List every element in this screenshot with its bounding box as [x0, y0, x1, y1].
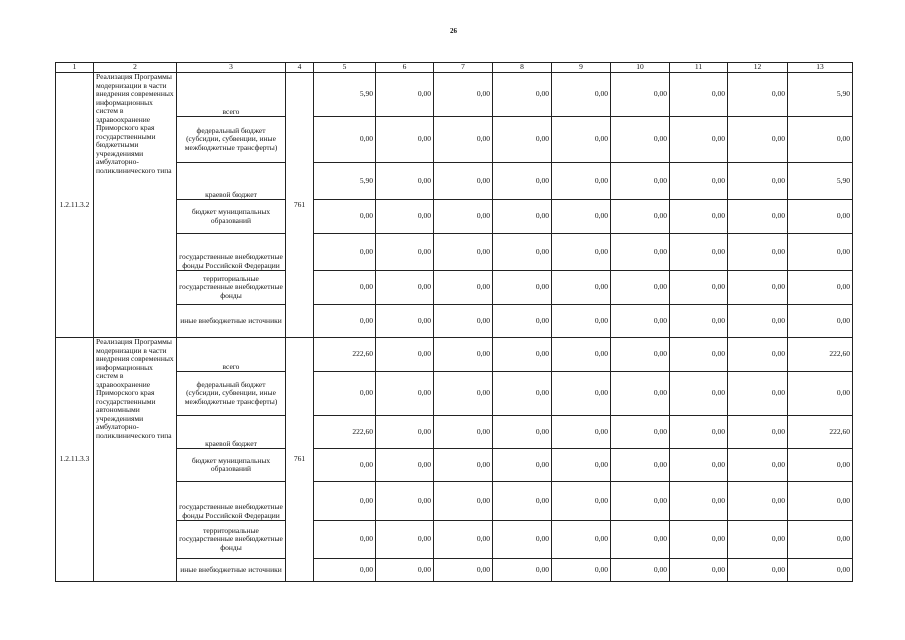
value-cell: 0,00	[788, 521, 853, 559]
row-code: 1.2.11.3.3	[56, 338, 94, 582]
value-cell: 0,00	[376, 482, 434, 521]
value-cell: 0,00	[728, 234, 788, 271]
value-cell: 0,00	[611, 449, 670, 482]
value-cell: 0,00	[314, 559, 376, 582]
value-cell: 0,00	[728, 372, 788, 416]
value-cell: 0,00	[670, 521, 728, 559]
column-number: 10	[611, 63, 670, 73]
funding-source: всего	[177, 73, 286, 117]
responsible-code: 761	[286, 73, 314, 338]
value-cell: 0,00	[788, 372, 853, 416]
value-cell: 0,00	[670, 482, 728, 521]
value-cell: 0,00	[728, 559, 788, 582]
column-number: 6	[376, 63, 434, 73]
value-cell: 0,00	[788, 482, 853, 521]
value-cell: 0,00	[434, 117, 493, 163]
value-cell: 0,00	[314, 117, 376, 163]
value-cell: 0,00	[493, 559, 552, 582]
value-cell: 0,00	[728, 416, 788, 449]
value-cell: 0,00	[376, 338, 434, 372]
value-cell: 0,00	[314, 449, 376, 482]
value-cell: 0,00	[314, 482, 376, 521]
value-cell: 0,00	[434, 521, 493, 559]
measure-name: Реализация Программы модернизации в части внедрения современных информационных систем в здравоохранение Приморского края государственными автономными учреждениями амбулаторно-поликлинического типа	[94, 338, 177, 582]
responsible-code: 761	[286, 338, 314, 582]
value-cell: 0,00	[670, 73, 728, 117]
value-cell: 0,00	[670, 416, 728, 449]
value-cell: 0,00	[552, 521, 611, 559]
value-cell: 0,00	[493, 338, 552, 372]
value-cell: 0,00	[434, 271, 493, 305]
column-number: 13	[788, 63, 853, 73]
value-cell: 0,00	[788, 271, 853, 305]
value-cell: 0,00	[728, 449, 788, 482]
value-cell: 0,00	[611, 416, 670, 449]
value-cell: 0,00	[376, 449, 434, 482]
budget-table	[55, 62, 853, 582]
value-cell: 5,90	[314, 163, 376, 200]
value-cell: 0,00	[552, 234, 611, 271]
value-cell: 0,00	[611, 163, 670, 200]
value-cell: 0,00	[376, 305, 434, 338]
measure-name: Реализация Программы модернизации в части внедрения современных информационных систем в здравоохранение Приморского края государственными бюджетными учреждениями амбулаторно-поликлинического типа	[94, 73, 177, 338]
value-cell: 0,00	[552, 449, 611, 482]
value-cell: 0,00	[552, 117, 611, 163]
column-number: 11	[670, 63, 728, 73]
value-cell: 0,00	[788, 305, 853, 338]
value-cell: 5,90	[314, 73, 376, 117]
column-number: 9	[552, 63, 611, 73]
value-cell: 0,00	[788, 200, 853, 234]
value-cell: 0,00	[670, 338, 728, 372]
value-cell: 0,00	[376, 416, 434, 449]
funding-source: всего	[177, 338, 286, 372]
value-cell: 0,00	[552, 305, 611, 338]
funding-source: иные внебюджетные источники	[177, 305, 286, 338]
value-cell: 0,00	[434, 482, 493, 521]
value-cell: 0,00	[434, 559, 493, 582]
value-cell: 0,00	[611, 305, 670, 338]
value-cell: 0,00	[376, 234, 434, 271]
value-cell: 0,00	[434, 416, 493, 449]
funding-source: федеральный бюджет (субсидии, субвенции, иные межбюджетные трансферты)	[177, 372, 286, 416]
value-cell: 0,00	[493, 482, 552, 521]
column-number: 4	[286, 63, 314, 73]
column-number-row	[56, 63, 853, 73]
value-cell: 0,00	[493, 73, 552, 117]
table-row	[56, 73, 853, 117]
value-cell: 0,00	[552, 73, 611, 117]
value-cell: 0,00	[376, 271, 434, 305]
value-cell: 0,00	[493, 163, 552, 200]
row-code: 1.2.11.3.2	[56, 73, 94, 338]
value-cell: 0,00	[728, 73, 788, 117]
value-cell: 0,00	[376, 200, 434, 234]
value-cell: 0,00	[493, 234, 552, 271]
value-cell: 0,00	[670, 163, 728, 200]
value-cell: 0,00	[728, 163, 788, 200]
funding-source: территориальные государственные внебюджетные фонды	[177, 271, 286, 305]
value-cell: 0,00	[670, 559, 728, 582]
column-number: 1	[56, 63, 94, 73]
funding-source: бюджет муниципальных образований	[177, 449, 286, 482]
value-cell: 0,00	[670, 117, 728, 163]
table-body	[56, 73, 853, 582]
column-number: 3	[177, 63, 286, 73]
value-cell: 0,00	[552, 416, 611, 449]
value-cell: 0,00	[314, 234, 376, 271]
column-number: 7	[434, 63, 493, 73]
value-cell: 0,00	[670, 449, 728, 482]
funding-source: государственные внебюджетные фонды Российской Федерации	[177, 482, 286, 521]
value-cell: 222,60	[788, 338, 853, 372]
value-cell: 0,00	[611, 234, 670, 271]
value-cell: 0,00	[314, 521, 376, 559]
value-cell: 0,00	[670, 234, 728, 271]
value-cell: 0,00	[434, 305, 493, 338]
funding-source: федеральный бюджет (субсидии, субвенции, иные межбюджетные трансферты)	[177, 117, 286, 163]
table-row	[56, 338, 853, 372]
value-cell: 5,90	[788, 73, 853, 117]
value-cell: 0,00	[434, 163, 493, 200]
value-cell: 0,00	[552, 372, 611, 416]
value-cell: 0,00	[376, 372, 434, 416]
value-cell: 0,00	[611, 372, 670, 416]
value-cell: 0,00	[493, 521, 552, 559]
value-cell: 0,00	[728, 482, 788, 521]
funding-source: бюджет муниципальных образований	[177, 200, 286, 234]
value-cell: 0,00	[493, 200, 552, 234]
value-cell: 0,00	[611, 271, 670, 305]
value-cell: 0,00	[788, 449, 853, 482]
value-cell: 0,00	[611, 117, 670, 163]
value-cell: 0,00	[552, 200, 611, 234]
value-cell: 0,00	[552, 163, 611, 200]
value-cell: 0,00	[314, 271, 376, 305]
value-cell: 0,00	[788, 234, 853, 271]
value-cell: 0,00	[728, 521, 788, 559]
value-cell: 0,00	[434, 73, 493, 117]
value-cell: 0,00	[611, 521, 670, 559]
value-cell: 0,00	[788, 117, 853, 163]
value-cell: 0,00	[670, 200, 728, 234]
value-cell: 0,00	[314, 305, 376, 338]
value-cell: 0,00	[493, 416, 552, 449]
value-cell: 0,00	[434, 449, 493, 482]
value-cell: 0,00	[376, 117, 434, 163]
funding-source: краевой бюджет	[177, 416, 286, 449]
value-cell: 0,00	[434, 372, 493, 416]
value-cell: 0,00	[493, 305, 552, 338]
funding-source: государственные внебюджетные фонды Российской Федерации	[177, 234, 286, 271]
column-number: 2	[94, 63, 177, 73]
value-cell: 0,00	[728, 305, 788, 338]
value-cell: 0,00	[670, 372, 728, 416]
column-number: 12	[728, 63, 788, 73]
value-cell: 0,00	[728, 271, 788, 305]
value-cell: 0,00	[611, 200, 670, 234]
value-cell: 0,00	[611, 559, 670, 582]
value-cell: 0,00	[728, 338, 788, 372]
value-cell: 0,00	[493, 271, 552, 305]
funding-source: иные внебюджетные источники	[177, 559, 286, 582]
value-cell: 0,00	[552, 271, 611, 305]
value-cell: 0,00	[728, 117, 788, 163]
value-cell: 0,00	[314, 372, 376, 416]
funding-source: территориальные государственные внебюджетные фонды	[177, 521, 286, 559]
value-cell: 0,00	[434, 200, 493, 234]
value-cell: 0,00	[788, 559, 853, 582]
value-cell: 0,00	[314, 200, 376, 234]
value-cell: 0,00	[434, 338, 493, 372]
value-cell: 0,00	[376, 559, 434, 582]
value-cell: 0,00	[611, 482, 670, 521]
value-cell: 0,00	[728, 200, 788, 234]
value-cell: 0,00	[434, 234, 493, 271]
value-cell: 0,00	[611, 73, 670, 117]
value-cell: 0,00	[493, 372, 552, 416]
value-cell: 222,60	[788, 416, 853, 449]
value-cell: 0,00	[552, 559, 611, 582]
column-number: 5	[314, 63, 376, 73]
column-number: 8	[493, 63, 552, 73]
value-cell: 222,60	[314, 338, 376, 372]
value-cell: 222,60	[314, 416, 376, 449]
funding-source: краевой бюджет	[177, 163, 286, 200]
value-cell: 0,00	[670, 271, 728, 305]
value-cell: 0,00	[376, 73, 434, 117]
value-cell: 0,00	[376, 163, 434, 200]
value-cell: 0,00	[493, 449, 552, 482]
value-cell: 0,00	[552, 338, 611, 372]
value-cell: 5,90	[788, 163, 853, 200]
value-cell: 0,00	[611, 338, 670, 372]
value-cell: 0,00	[376, 521, 434, 559]
value-cell: 0,00	[493, 117, 552, 163]
value-cell: 0,00	[552, 482, 611, 521]
value-cell: 0,00	[670, 305, 728, 338]
page-number: 26	[450, 27, 457, 35]
